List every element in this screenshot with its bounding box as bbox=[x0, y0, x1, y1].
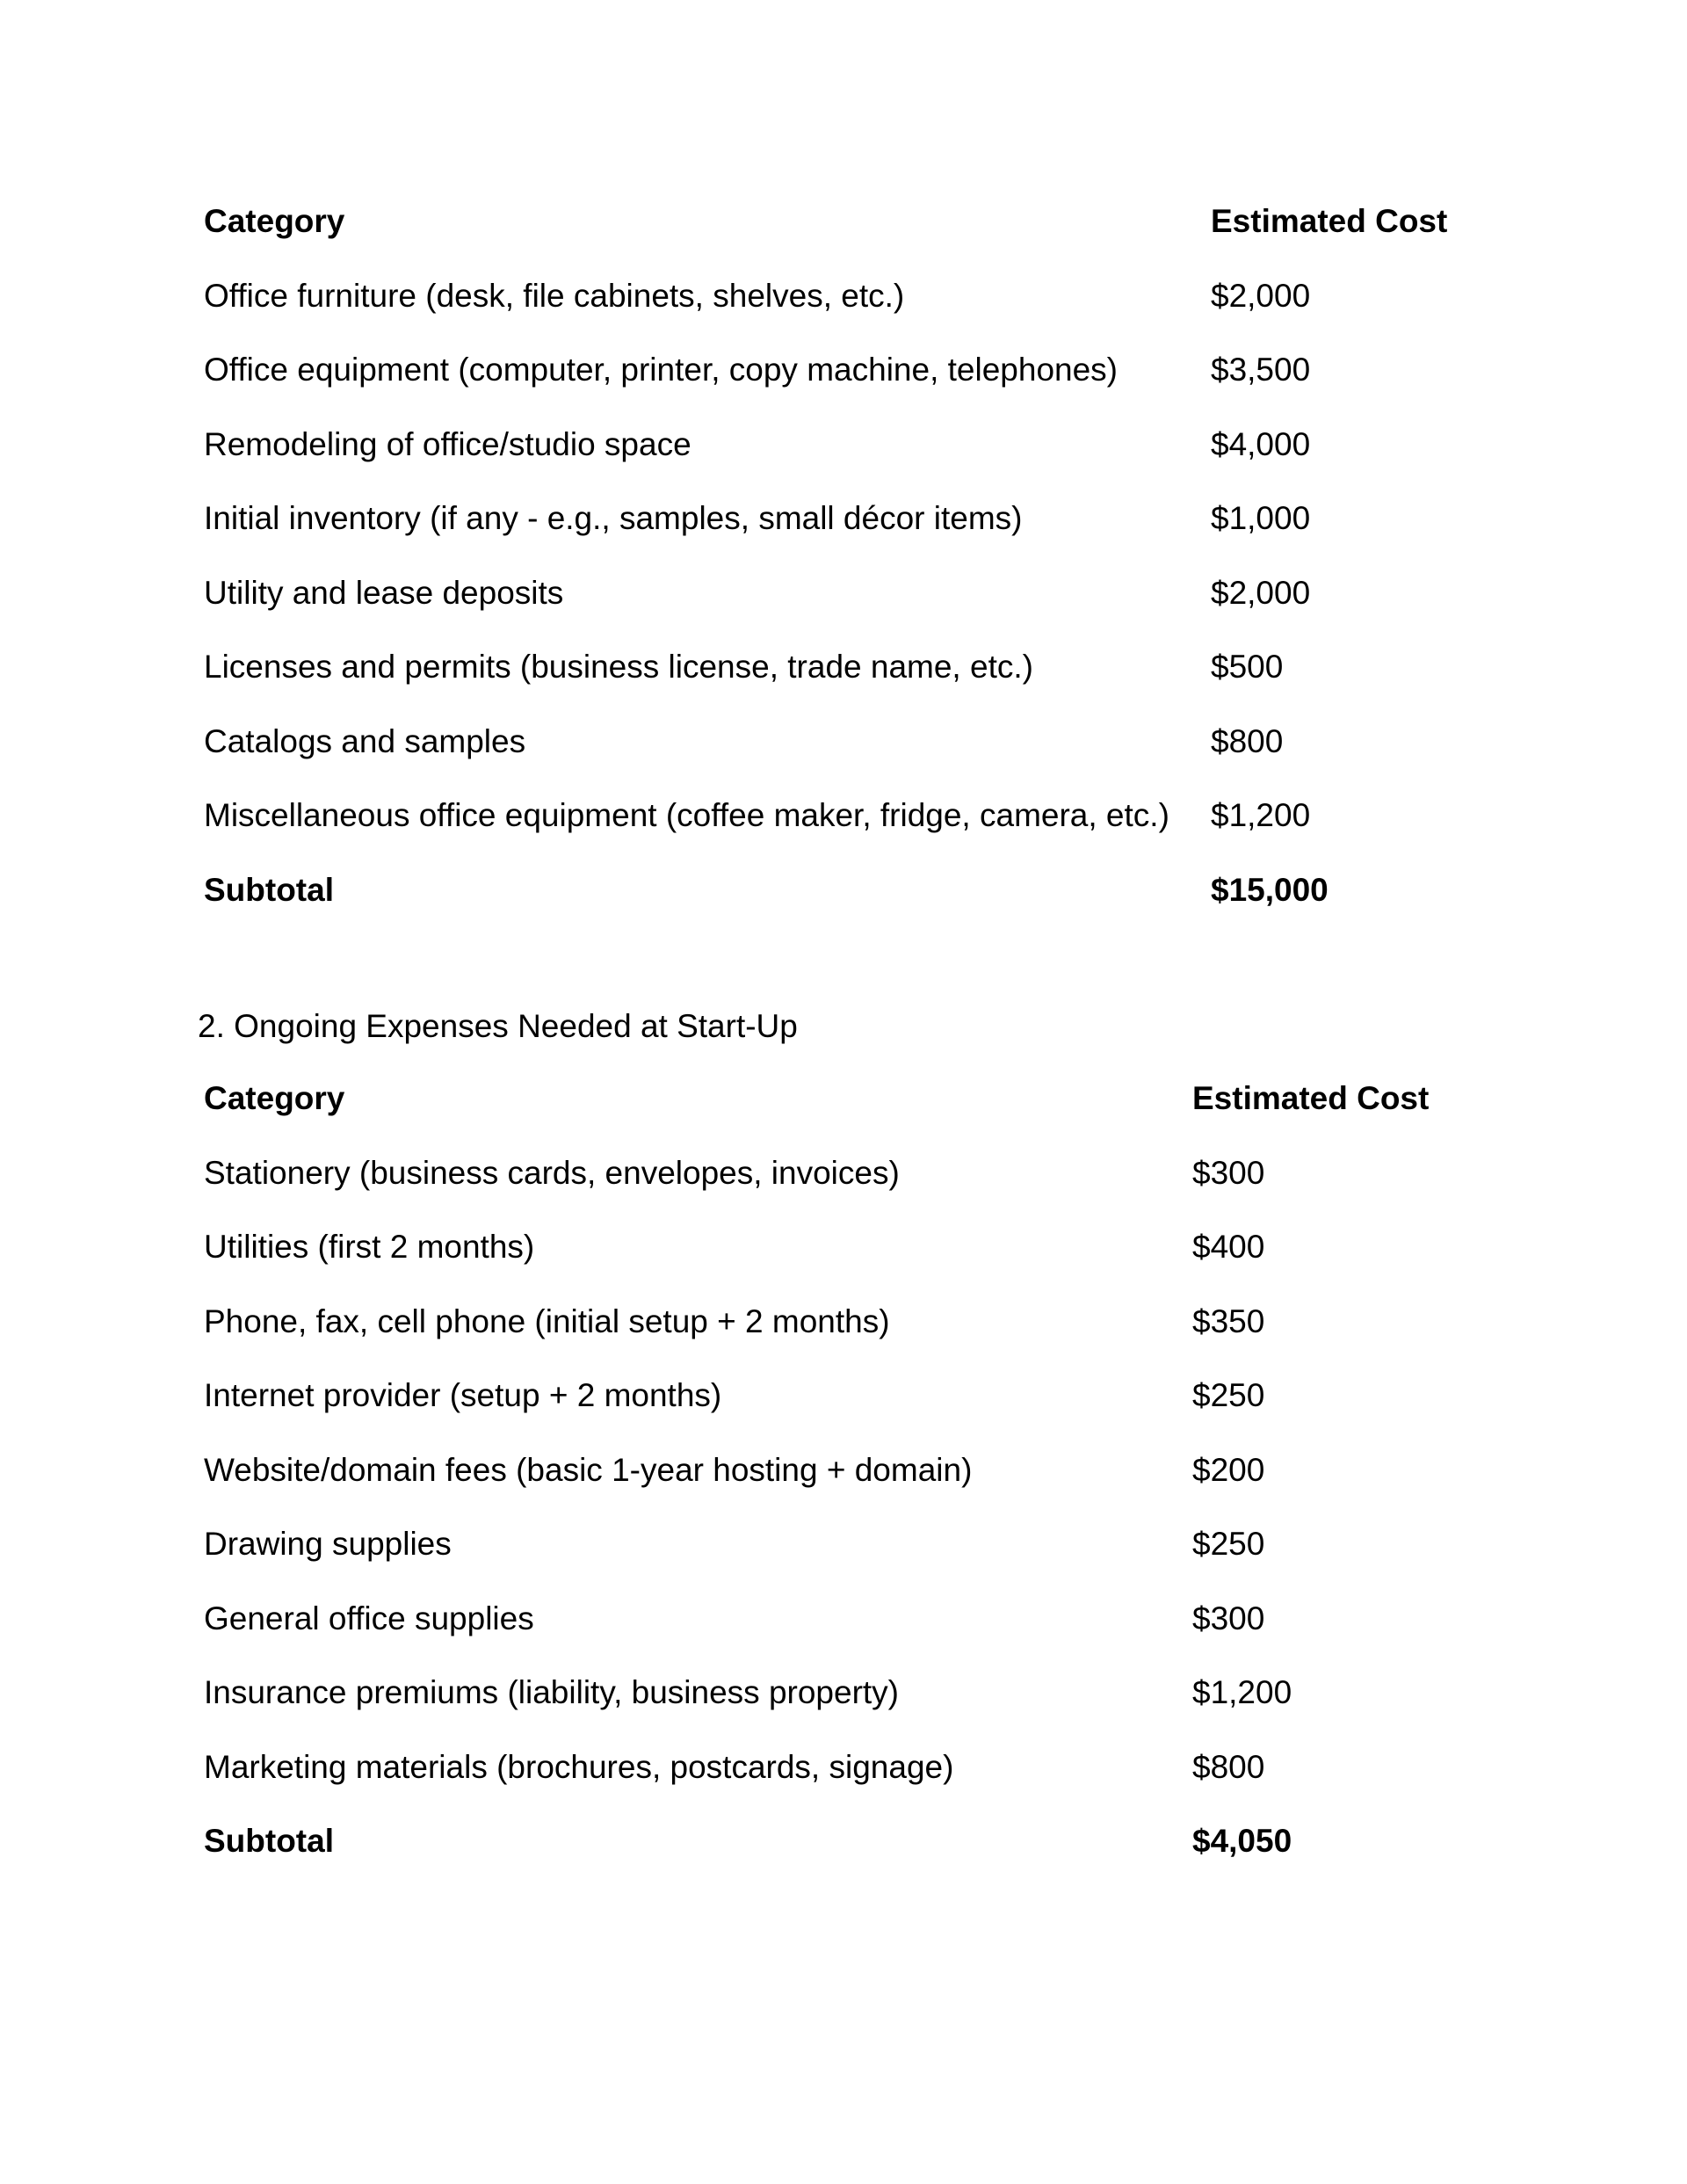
subtotal-value: $15,000 bbox=[1211, 871, 1329, 908]
table-row bbox=[204, 1210, 1429, 1285]
subtotal-row bbox=[204, 853, 1447, 928]
subtotal-value: $4,050 bbox=[1192, 1823, 1292, 1859]
cost-cell: $400 bbox=[1192, 1229, 1265, 1265]
category-cell: Utility and lease deposits bbox=[204, 574, 564, 611]
category-cell: Website/domain fees (basic 1-year hosting + domain) bbox=[204, 1451, 973, 1488]
cost-cell: $1,200 bbox=[1192, 1674, 1292, 1710]
cost-cell: $2,000 bbox=[1211, 277, 1311, 314]
cost-cell: $500 bbox=[1211, 649, 1284, 685]
cost-cell: $1,000 bbox=[1211, 500, 1311, 536]
cost-cell: $300 bbox=[1192, 1600, 1265, 1636]
table-row bbox=[204, 1656, 1429, 1731]
cost-column-header: Estimated Cost bbox=[1211, 203, 1448, 239]
cost-cell: $800 bbox=[1192, 1748, 1265, 1785]
category-cell: General office supplies bbox=[204, 1600, 534, 1636]
cost-cell: $3,500 bbox=[1211, 352, 1311, 388]
table-row bbox=[204, 1507, 1429, 1582]
table-row bbox=[204, 1582, 1429, 1657]
category-cell: Miscellaneous office equipment (coffee maker, fridge, camera, etc.) bbox=[204, 797, 1169, 833]
cost-cell: $1,200 bbox=[1211, 797, 1311, 833]
cost-cell: $2,000 bbox=[1211, 574, 1311, 611]
cost-cell: $4,000 bbox=[1211, 425, 1311, 462]
section-heading: 2. Ongoing Expenses Needed at Start-Up bbox=[198, 1008, 798, 1044]
category-cell: Stationery (business cards, envelopes, invoices) bbox=[204, 1154, 900, 1191]
cost-cell: $250 bbox=[1192, 1377, 1265, 1413]
ongoing-expenses-table bbox=[204, 1062, 1429, 1879]
category-cell: Office equipment (computer, printer, copy machine, telephones) bbox=[204, 352, 1118, 388]
category-column-header: Category bbox=[204, 203, 345, 239]
cost-cell: $300 bbox=[1192, 1154, 1265, 1191]
table-row bbox=[204, 408, 1447, 483]
table-row bbox=[204, 333, 1447, 408]
table-row bbox=[204, 1433, 1429, 1508]
category-cell: Phone, fax, cell phone (initial setup + 2 months) bbox=[204, 1302, 890, 1339]
category-cell: Insurance premiums (liability, business property) bbox=[204, 1674, 900, 1710]
category-column-header: Category bbox=[204, 1080, 345, 1116]
table-row bbox=[204, 779, 1447, 853]
table-row bbox=[204, 482, 1447, 556]
cost-cell: $250 bbox=[1192, 1526, 1265, 1562]
category-cell: Office furniture (desk, file cabinets, shelves, etc.) bbox=[204, 277, 905, 314]
table-row bbox=[204, 1359, 1429, 1433]
category-cell: Licenses and permits (business license, trade name, etc.) bbox=[204, 649, 1033, 685]
table-row bbox=[204, 259, 1447, 334]
table-row bbox=[204, 705, 1447, 780]
cost-column-header: Estimated Cost bbox=[1192, 1080, 1430, 1116]
table-row bbox=[204, 1285, 1429, 1360]
cost-cell: $200 bbox=[1192, 1451, 1265, 1488]
table-header-row bbox=[204, 185, 1447, 259]
category-cell: Drawing supplies bbox=[204, 1526, 452, 1562]
category-cell: Initial inventory (if any - e.g., samples, small décor items) bbox=[204, 500, 1023, 536]
table-header-row bbox=[204, 1062, 1429, 1136]
table-row bbox=[204, 556, 1447, 631]
category-cell: Catalogs and samples bbox=[204, 722, 526, 759]
category-cell: Marketing materials (brochures, postcards, signage) bbox=[204, 1748, 954, 1785]
subtotal-label: Subtotal bbox=[204, 1823, 334, 1859]
cost-cell: $350 bbox=[1192, 1302, 1265, 1339]
table-row bbox=[204, 1731, 1429, 1805]
table-row bbox=[204, 630, 1447, 705]
subtotal-label: Subtotal bbox=[204, 871, 334, 908]
category-cell: Utilities (first 2 months) bbox=[204, 1229, 535, 1265]
cost-cell: $800 bbox=[1211, 722, 1284, 759]
category-cell: Remodeling of office/studio space bbox=[204, 425, 691, 462]
table-row bbox=[204, 1136, 1429, 1211]
category-cell: Internet provider (setup + 2 months) bbox=[204, 1377, 722, 1413]
subtotal-row bbox=[204, 1804, 1429, 1879]
startup-costs-table bbox=[204, 185, 1447, 927]
